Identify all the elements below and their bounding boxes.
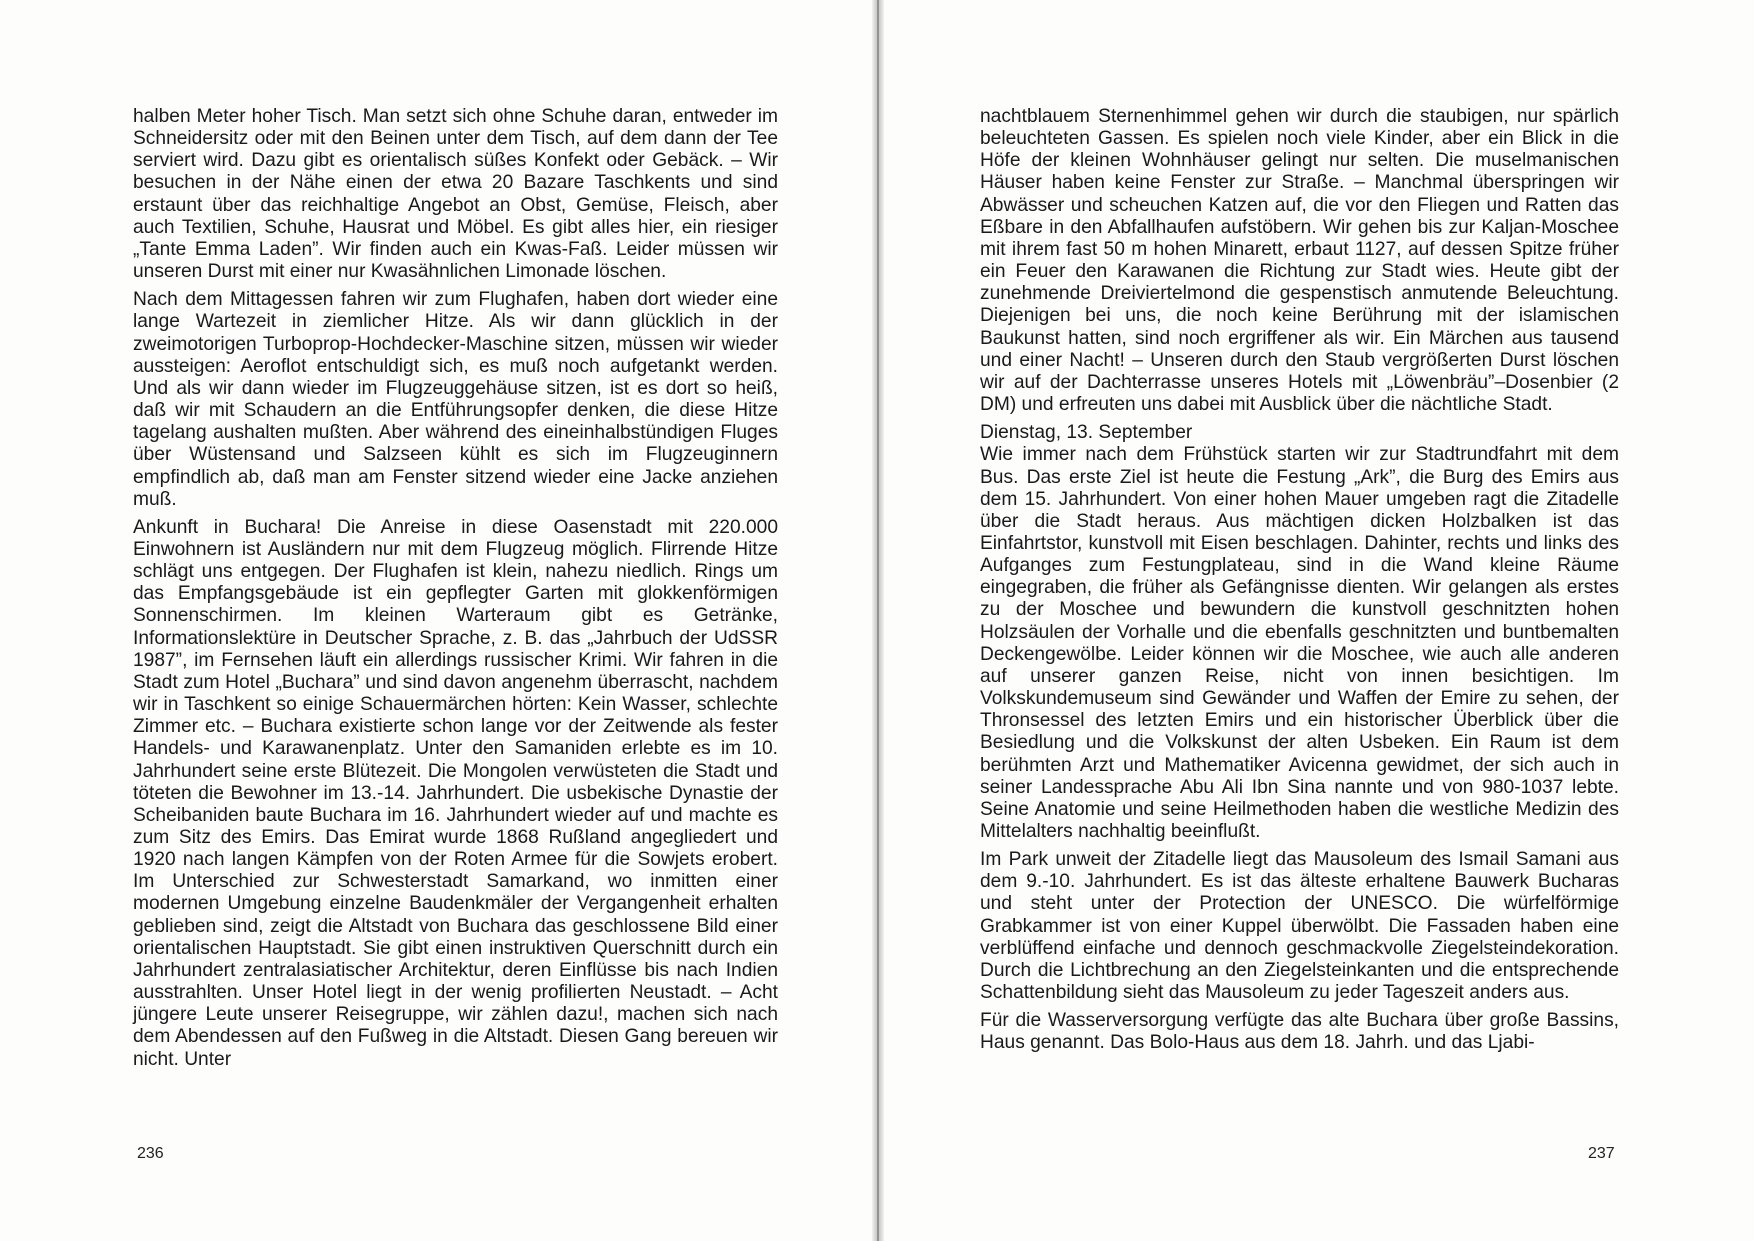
- paragraph: Für die Wasserversorgung verfügte das alte Buchara über große Bassins, Haus genannt. Das Bolo-Haus aus dem 18. Jahrh. und das Ljabi-: [980, 1010, 1619, 1054]
- paragraph: Im Park unweit der Zitadelle liegt das Mausoleum des Ismail Samani aus dem 9.-10. Jahrhundert. Es ist das älteste erhaltene Bauwerk Bucharas und steht unter der Protection der UNESCO. Die würfelförmige Grabkammer ist von einer Kuppel überwölbt. Die Fassaden haben eine verblüffend einfache und dennoch geschmackvolle Ziegelsteindekoration. Durch die Lichtbrechung an den Ziegelsteinkanten und die entsprechende Schattenbildung sieht das Mausoleum zu jeder Tageszeit anders aus.: [980, 849, 1619, 1004]
- right-page-text: [980, 106, 1619, 1055]
- paragraph: Wie immer nach dem Frühstück starten wir zur Stadtrundfahrt mit dem Bus. Das erste Ziel ist heute die Festung „Ark”, die Burg des Emirs aus dem 15. Jahrhundert. Von einer hohen Mauer umgeben ragt die Zitadelle über die Stadt heraus. Aus mächtigen dicken Holzbalken ist das Einfahrtstor, kunstvoll mit Eisen beschlagen. Dahinter, rechts und links des Aufganges zum Festungplateau, sind in die Wand kleine Räume eingegraben, die früher als Gefängnisse dienten. Wir gelangen als erstes zu der Moschee und bewundern die kunstvoll geschnitzten hohen Holzsäulen der Vorhalle und die ebenfalls geschnitzten und buntbemalten Deckengewölbe. Leider können wir die Moschee, wie auch alle anderen auf unserer ganzen Reise, nicht von innen besichtigen. Im Volkskundemuseum sind Gewänder und Waffen der Emire zu sehen, der Thronsessel des letzten Emirs und ein historischer Überblick über die Besiedlung und die Volkskunst der alten Usbeken. Ein Raum ist dem berühmten Arzt und Mathematiker Avicenna gewidmet, der sich auch in seiner Landessprache Abu Ali Ibn Sina nannte und von 980-1037 lebte. Seine Anatomie und seine Heilmethoden haben die westliche Medizin des Mittelalters nachhaltig beeinflußt.: [980, 444, 1619, 842]
- book-gutter: [872, 0, 884, 1241]
- paragraph: Nach dem Mittagessen fahren wir zum Flughafen, haben dort wieder eine lange Wartezeit in ziemlicher Hitze. Als wir dann glücklich in der zweimotorigen Turboprop-Hochdecker-Maschine sitzen, müssen wir wieder aussteigen: Aeroflot entschuldigt sich, es muß noch aufgetankt werden. Und als wir dann wieder im Flugzeuggehäuse sitzen, ist es dort so heiß, daß wir mit Schaudern an die Entführungsopfer denken, die diese Hitze tagelang aushalten mußten. Aber während des eineinhalbstündigen Fluges über Wüstensand und Salzseen kühlt es sich im Flugzeuginnern empfindlich ab, daß man am Fenster sitzend wieder eine Jacke anziehen muß.: [133, 289, 778, 510]
- paragraph: nachtblauem Sternenhimmel gehen wir durch die staubigen, nur spärlich beleuchteten Gassen. Es spielen noch viele Kinder, aber ein Blick in die Höfe der kleinen Wohnhäuser gelingt nur selten. Die muselmanischen Häuser haben keine Fenster zur Straße. – Manchmal überspringen wir Abwässer und scheuchen Katzen auf, die vor den Fliegen und Ratten das Eßbare in den Abfallhaufen aufstöbern. Wir gehen bis zur Kaljan-Moschee mit ihrem fast 50 m hohen Minarett, erbaut 1127, auf dessen Spitze früher ein Feuer den Karawanen die Richtung zur Stadt wies. Heute gibt der zunehmende Dreiviertelmond die gespenstisch anmutende Beleuchtung. Diejenigen bei uns, die noch keine Berührung mit der islamischen Baukunst hatten, sind noch ergriffener als wir. Ein Märchen aus tausend und einer Nacht! – Unseren durch den Staub vergrößerten Durst löschen wir auf der Dachterrasse unseres Hotels mit „Löwenbräu”–Dosenbier (2 DM) und erfreuten uns dabei mit Ausblick über die nächtliche Stadt.: [980, 106, 1619, 416]
- page-number-left: 236: [137, 1145, 164, 1162]
- paragraph: Ankunft in Buchara! Die Anreise in diese Oasenstadt mit 220.000 Einwohnern ist Ausländern nur mit dem Flugzeug möglich. Flirrende Hitze schlägt uns entgegen. Der Flughafen ist klein, nahezu niedlich. Rings um das Empfangsgebäude ist ein gepflegter Garten mit glokkenförmigen Sonnenschirmen. Im kleinen Warteraum gibt es Getränke, Informationslektüre in Deutscher Sprache, z. B. das „Jahrbuch der UdSSR 1987”, im Fernsehen läuft ein allerdings russischer Krimi. Wir fahren in die Stadt zum Hotel „Buchara” und sind davon angenehm überrascht, nachdem wir in Taschkent so einige Schauermärchen hörten: Kein Wasser, schlechte Zimmer etc. – Buchara existierte schon lange vor der Zeitwende als fester Handels- und Karawanenplatz. Unter den Samaniden erlebte es im 10. Jahrhundert seine erste Blütezeit. Die Mongolen verwüsteten die Stadt und töteten die Bewohner im 13.-14. Jahrhundert. Die usbekische Dynastie der Scheibaniden baute Buchara im 16. Jahrhundert wieder auf und machte es zum Sitz des Emirs. Das Emirat wurde 1868 Rußland angegliedert und 1920 nach langen Kämpfen von der Roten Armee für die Sowjets erobert. Im Unterschied zur Schwesterstadt Samarkand, wo inmitten einer modernen Umgebung einzelne Baudenkmäler der Vergangenheit erhalten geblieben sind, zeigt die Altstadt von Buchara das geschlossene Bild einer orientalischen Hauptstadt. Sie gibt einen instruktiven Querschnitt durch ein Jahrhundert zentralasiatischer Architektur, deren Einflüsse bis nach Indien ausstrahlten. Unser Hotel liegt in der wenig profilierten Neustadt. – Acht jüngere Leute unserer Reisegruppe, wir zählen dazu!, machen sich nach dem Abendessen auf den Fußweg in die Altstadt. Diesen Gang bereuen wir nicht. Unter: [133, 516, 778, 1070]
- page-number-right: 237: [1588, 1145, 1615, 1162]
- paragraph: halben Meter hoher Tisch. Man setzt sich ohne Schuhe daran, entweder im Schneidersitz oder mit den Beinen unter dem Tisch, auf dem dann der Tee serviert wird. Dazu gibt es orientalisch süßes Konfekt oder Gebäck. – Wir besuchen in der Nähe einen der etwa 20 Bazare Taschkents und sind erstaunt über das reichhaltige Angebot an Obst, Gemüse, Fleisch, aber auch Textilien, Schuhe, Hausrat und Möbel. Es gibt alles hier, ein riesiger „Tante Emma Laden”. Wir finden auch ein Kwas-Faß. Leider müssen wir unseren Durst mit einer nur Kwasähnlichen Limonade löschen.: [133, 106, 778, 283]
- left-page-text: [133, 106, 778, 1071]
- date-heading: Dienstag, 13. September: [980, 422, 1193, 444]
